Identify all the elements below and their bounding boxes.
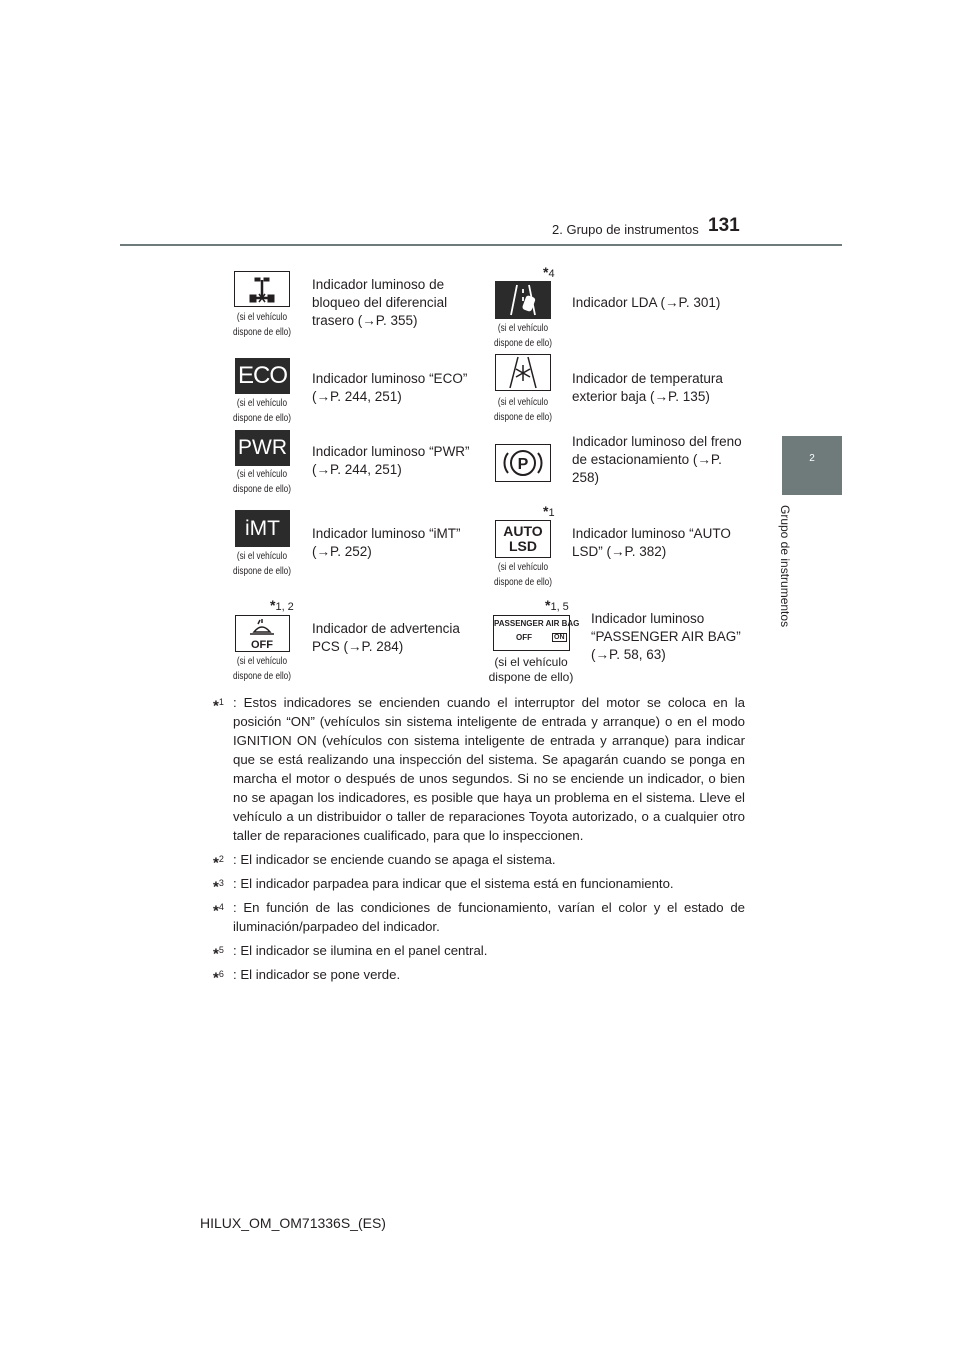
availability-note: (si el vehículo dispone de ello)	[488, 655, 574, 684]
eco-icon: ECO	[235, 358, 290, 394]
footnote-reference: *1, 2	[270, 597, 294, 613]
chapter-tab[interactable]	[782, 436, 842, 495]
passenger-airbag-icon	[493, 615, 580, 651]
footnote: *$^1$ : Estos indicadores se encienden cuando el interruptor del motor se coloca en la posición “ON” (vehículos sin sistema inteligente de entrada y arranque) o en el modo IGNITION ON (vehículos con sistema inteligente de entrada y arranque) para indicar que se está realizando una inspección del sistema. Se apagarán cuando se ponga en marcha el motor o después de unos segundos. Si no se enciende un indicador, o bien no se apagan los indicadores, es posible que haya un problema en el sistema. Lleve el vehículo a un distribuidor o taller de reparaciones Toyota autorizado, o a cualquier otro taller de reparaciones cualificado, para que lo inspeccionen.	[213, 695, 745, 843]
footnote: *$^3$ : El indicador parpadea para indicar que el sistema está en funcionamiento.	[213, 876, 674, 896]
availability-note: (si el vehículo dispone de ello)	[233, 469, 291, 495]
indicator-description: Indicador luminoso de bloqueo del diferencial trasero (→P. 355)	[312, 277, 448, 328]
footnote-reference: *1, 5	[545, 597, 569, 613]
airbag-label: PASSENGER AIR BAG	[494, 619, 580, 628]
indicator-description: Indicador luminoso “PWR” (→P. 244, 251)	[312, 444, 470, 477]
footnote: *$^5$ : El indicador se ilumina en el panel central.	[213, 943, 488, 963]
footnote: *$^6$ : El indicador se pone verde.	[213, 967, 401, 987]
indicator-description: Indicador de temperatura exterior baja (→P. 135)	[572, 371, 723, 404]
airbag-status-off: OFF	[516, 633, 532, 642]
rear-differential-lock-icon	[234, 271, 290, 307]
chapter-number: 2	[809, 453, 815, 464]
pcs-off-icon	[235, 615, 290, 652]
availability-note: (si el vehículo dispone de ello)	[233, 398, 291, 424]
indicator-description: Indicador luminoso “ECO” (→P. 244, 251)	[312, 371, 468, 404]
page-number: 131	[708, 215, 740, 236]
lda-icon	[495, 281, 551, 319]
airbag-status-on: ON	[554, 634, 565, 641]
footnote-reference: *4	[543, 264, 555, 280]
pwr-icon: PWR	[235, 430, 290, 466]
section-title: 2. Grupo de instrumentos	[552, 222, 699, 237]
pcs-off-text: OFF	[251, 639, 273, 651]
chapter-label: Grupo de instrumentos	[778, 505, 792, 628]
availability-note: (si el vehículo dispone de ello)	[233, 312, 291, 338]
auto-lsd-icon: AUTO LSD	[495, 520, 551, 558]
indicator-description: Indicador LDA (→P. 301)	[572, 295, 721, 310]
footnotes	[213, 693, 745, 989]
parking-brake-icon	[495, 444, 551, 482]
footnote: *$^2$ : El indicador se enciende cuando se apaga el sistema.	[213, 852, 556, 872]
parking-brake-letter: P	[517, 456, 529, 473]
availability-note: (si el vehículo dispone de ello)	[233, 656, 291, 682]
imt-icon: iMT	[235, 510, 290, 547]
indicator-description: Indicador de advertencia PCS (→P. 284)	[312, 621, 460, 654]
footnote-reference: *1	[543, 503, 555, 519]
availability-note: (si el vehículo dispone de ello)	[494, 323, 552, 349]
indicator-description: Indicador luminoso “PASSENGER AIR BAG” (→P. 58, 63)	[591, 611, 741, 662]
availability-note: (si el vehículo dispone de ello)	[494, 562, 552, 588]
indicator-description: Indicador luminoso “AUTO LSD” (→P. 382)	[572, 526, 731, 559]
indicator-description: Indicador luminoso “iMT” (→P. 252)	[312, 526, 461, 559]
availability-note: (si el vehículo dispone de ello)	[494, 397, 552, 423]
low-outside-temperature-icon	[495, 354, 551, 391]
availability-note: (si el vehículo dispone de ello)	[233, 551, 291, 577]
indicator-description: Indicador luminoso del freno de estacionamiento (→P. 258)	[572, 434, 742, 485]
footnote: *$^4$ : En función de las condiciones de funcionamiento, varían el color y el estado de iluminación/parpadeo del indicador.	[213, 900, 745, 934]
header-divider	[120, 244, 842, 246]
document-code: HILUX_OM_OM71336S_(ES)	[200, 1215, 386, 1231]
